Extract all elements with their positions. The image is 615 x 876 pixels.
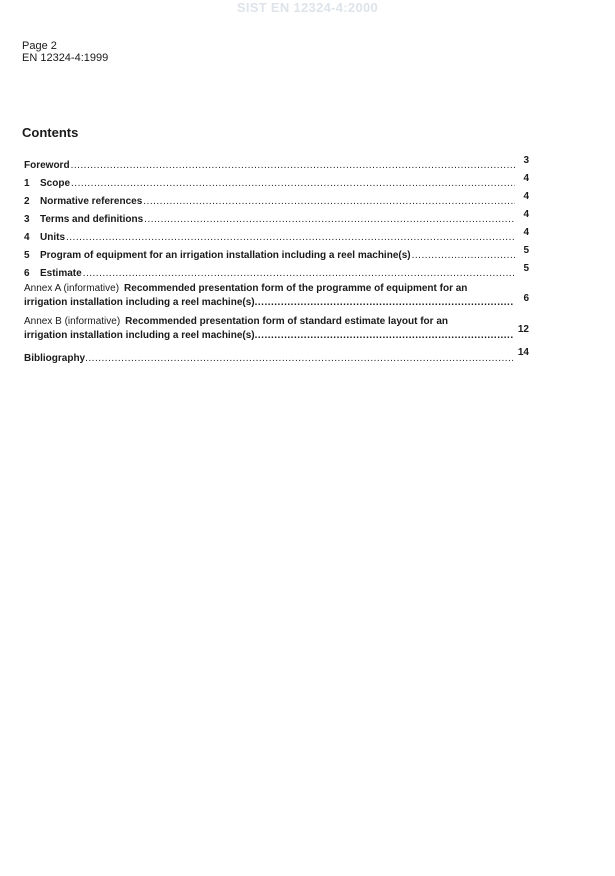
toc-number: 4 [24,232,30,243]
toc-number: 1 [24,178,30,189]
toc-title: Bibliography [24,353,86,364]
toc-page: 5 [523,263,529,274]
toc-entry-units[interactable] [24,227,529,245]
toc-entry-program-of-equipment[interactable] [24,245,529,263]
toc-page: 5 [523,245,529,256]
toc-page: 4 [523,191,529,202]
contents-title: Contents [22,125,79,140]
toc-page: 4 [523,173,529,184]
annex-tag: Annex A (informative) [24,283,120,294]
toc-entry-annex-a[interactable] [24,283,529,314]
toc-entry-foreword[interactable] [24,155,529,173]
toc-number: 3 [24,214,30,225]
toc-page: 14 [517,347,529,358]
annex-description-cont: irrigation installation including a reel machine(s) [24,330,255,341]
toc-page: 4 [523,209,529,220]
toc-title: Program of equipment for an irrigation installation including a reel machine(s) [40,250,411,261]
toc-entry-estimate[interactable] [24,263,529,281]
toc-page: 6 [523,293,529,304]
table-of-contents [24,155,529,365]
toc-number: 5 [24,250,30,261]
annex-tag: Annex B (informative) [24,316,121,327]
toc-page: 4 [523,227,529,238]
toc-entry-normative-references[interactable] [24,191,529,209]
toc-title: Terms and definitions [40,214,144,225]
toc-entry-bibliography[interactable] [24,347,529,365]
page-number: Page 2 [22,40,57,52]
toc-entry-terms-definitions[interactable] [24,209,529,227]
toc-title: Scope [40,178,71,189]
toc-entry-annex-b[interactable] [24,316,529,347]
toc-page: 12 [517,324,529,335]
toc-title: Units [40,232,65,243]
toc-entry-scope[interactable] [24,173,529,191]
toc-title: Estimate [40,268,82,279]
toc-title: Foreword [24,160,70,171]
annex-description-cont: irrigation installation including a reel machine(s) [24,297,255,308]
annex-description: Recommended presentation form of standard estimate layout for an [125,316,448,327]
toc-number: 2 [24,196,30,207]
toc-title: Normative references [40,196,143,207]
toc-page: 3 [523,155,529,166]
page-header [22,40,108,64]
annex-description: Recommended presentation form of the programme of equipment for an [124,283,468,294]
watermark: SIST EN 12324-4:2000 [236,0,379,15]
standard-id: EN 12324-4:1999 [22,52,109,64]
toc-number: 6 [24,268,30,279]
